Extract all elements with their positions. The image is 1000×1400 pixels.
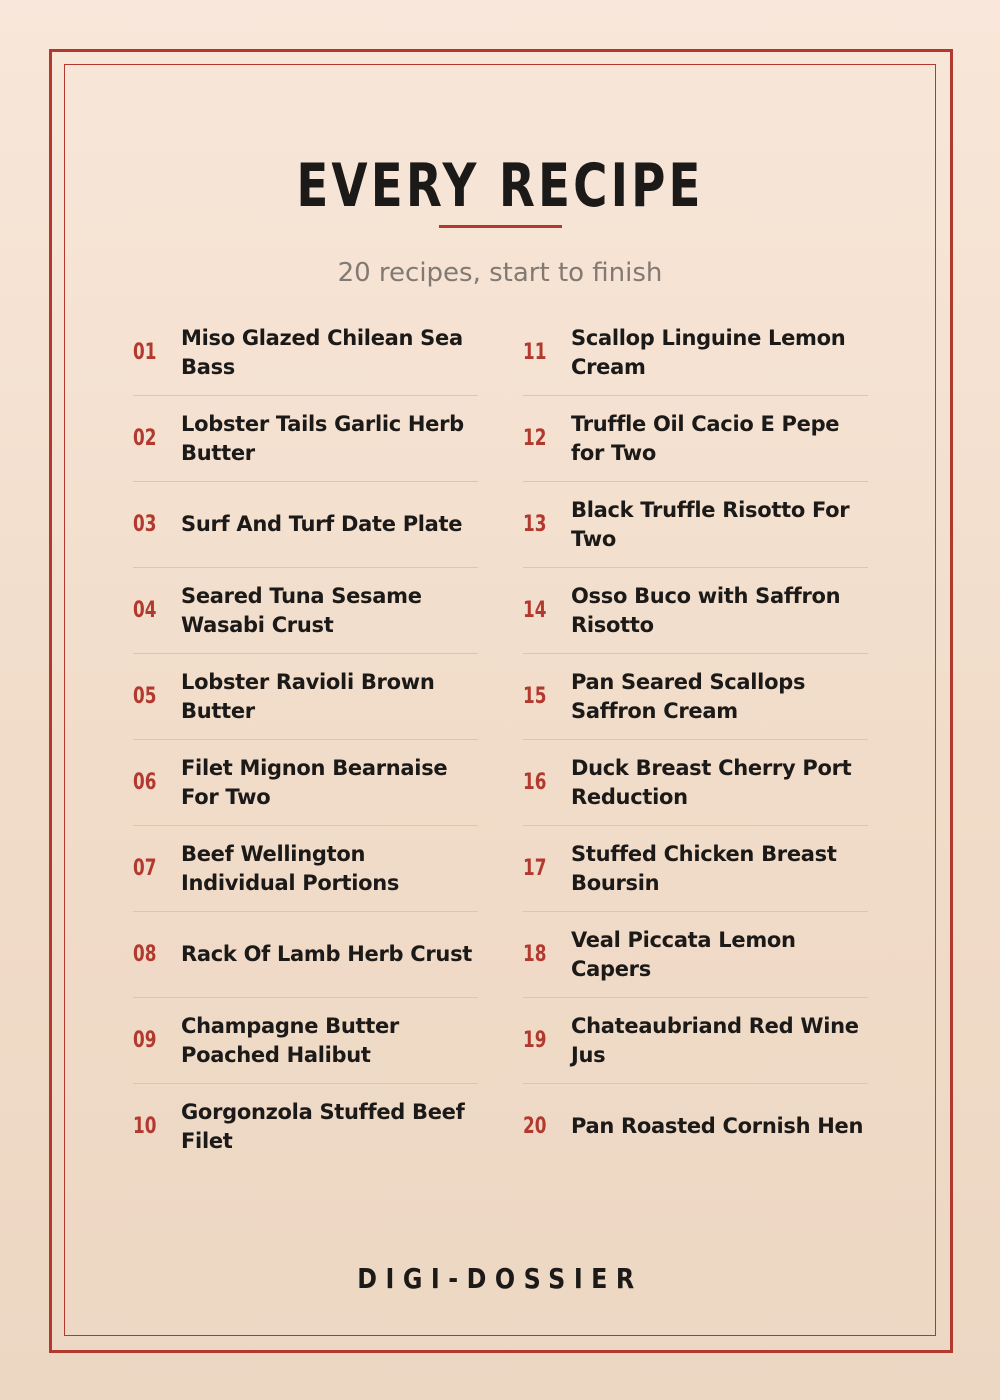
recipe-number: 06: [133, 770, 157, 795]
recipe-item[interactable]: [523, 912, 868, 998]
recipe-number: 17: [523, 856, 547, 881]
recipe-item[interactable]: [523, 740, 868, 826]
recipe-item[interactable]: [133, 912, 478, 998]
recipe-name: Champagne Butter Poached Halibut: [181, 1013, 399, 1067]
title-underline: [439, 225, 562, 228]
recipe-number: 10: [133, 1114, 157, 1139]
recipe-name: Filet Mignon Bearnaise For Two: [181, 755, 448, 809]
recipe-name: Chateaubriand Red Wine Jus: [571, 1013, 859, 1067]
recipe-name: Duck Breast Cherry Port Reduction: [571, 755, 852, 809]
recipe-item[interactable]: [133, 826, 478, 912]
recipe-number: 04: [133, 598, 157, 623]
recipe-list-left: [133, 310, 478, 1169]
recipe-item[interactable]: [523, 826, 868, 912]
recipe-name: Black Truffle Risotto For Two: [571, 497, 850, 551]
recipe-name: Pan Roasted Cornish Hen: [571, 1114, 864, 1138]
recipe-number: 15: [523, 684, 547, 709]
recipe-number: 02: [133, 426, 157, 451]
recipe-item[interactable]: [133, 654, 478, 740]
recipe-name: Lobster Ravioli Brown Butter: [181, 669, 435, 723]
recipe-item[interactable]: [133, 482, 478, 568]
recipe-item[interactable]: [523, 568, 868, 654]
recipe-name: Pan Seared Scallops Saffron Cream: [571, 669, 806, 723]
recipe-number: 18: [523, 942, 547, 967]
recipe-number: 01: [133, 340, 157, 365]
brand-footer: DIGI-DOSSIER: [357, 1262, 643, 1295]
recipe-name: Gorgonzola Stuffed Beef Filet: [181, 1099, 465, 1153]
recipe-name: Stuffed Chicken Breast Boursin: [571, 841, 837, 895]
recipe-number: 12: [523, 426, 547, 451]
recipe-name: Miso Glazed Chilean Sea Bass: [181, 325, 463, 379]
recipe-name: Rack Of Lamb Herb Crust: [181, 942, 473, 966]
recipe-name: Veal Piccata Lemon Capers: [571, 927, 796, 981]
recipe-number: 14: [523, 598, 547, 623]
recipe-item[interactable]: [523, 998, 868, 1084]
recipe-number: 16: [523, 770, 547, 795]
recipe-item[interactable]: [523, 396, 868, 482]
recipe-number: 19: [523, 1028, 547, 1053]
recipe-name: Beef Wellington Individual Portions: [181, 841, 400, 895]
recipe-number: 05: [133, 684, 157, 709]
recipe-list-right: [523, 310, 868, 1169]
recipe-name: Seared Tuna Sesame Wasabi Crust: [181, 583, 422, 637]
recipe-number: 07: [133, 856, 157, 881]
recipe-name: Truffle Oil Cacio E Pepe for Two: [571, 411, 840, 465]
page-subtitle: 20 recipes, start to finish: [337, 258, 663, 288]
recipe-number: 09: [133, 1028, 157, 1053]
recipe-number: 13: [523, 512, 547, 537]
recipe-name: Scallop Linguine Lemon Cream: [571, 325, 846, 379]
recipe-number: 08: [133, 942, 157, 967]
recipe-item[interactable]: [133, 396, 478, 482]
recipe-item[interactable]: [133, 1084, 478, 1169]
recipe-item[interactable]: [133, 568, 478, 654]
recipe-item[interactable]: [523, 310, 868, 396]
recipe-name: Surf And Turf Date Plate: [181, 512, 463, 536]
recipe-item[interactable]: [523, 1084, 868, 1169]
recipe-item[interactable]: [133, 998, 478, 1084]
recipe-item[interactable]: [523, 482, 868, 568]
recipe-number: 20: [523, 1114, 547, 1139]
page-title: EVERY RECIPE: [296, 151, 704, 221]
recipe-number: 03: [133, 512, 157, 537]
recipe-item[interactable]: [133, 310, 478, 396]
recipe-item[interactable]: [133, 740, 478, 826]
recipe-name: Osso Buco with Saffron Risotto: [571, 583, 841, 637]
recipe-item[interactable]: [523, 654, 868, 740]
recipe-name: Lobster Tails Garlic Herb Butter: [181, 411, 464, 465]
recipe-number: 11: [523, 340, 547, 365]
